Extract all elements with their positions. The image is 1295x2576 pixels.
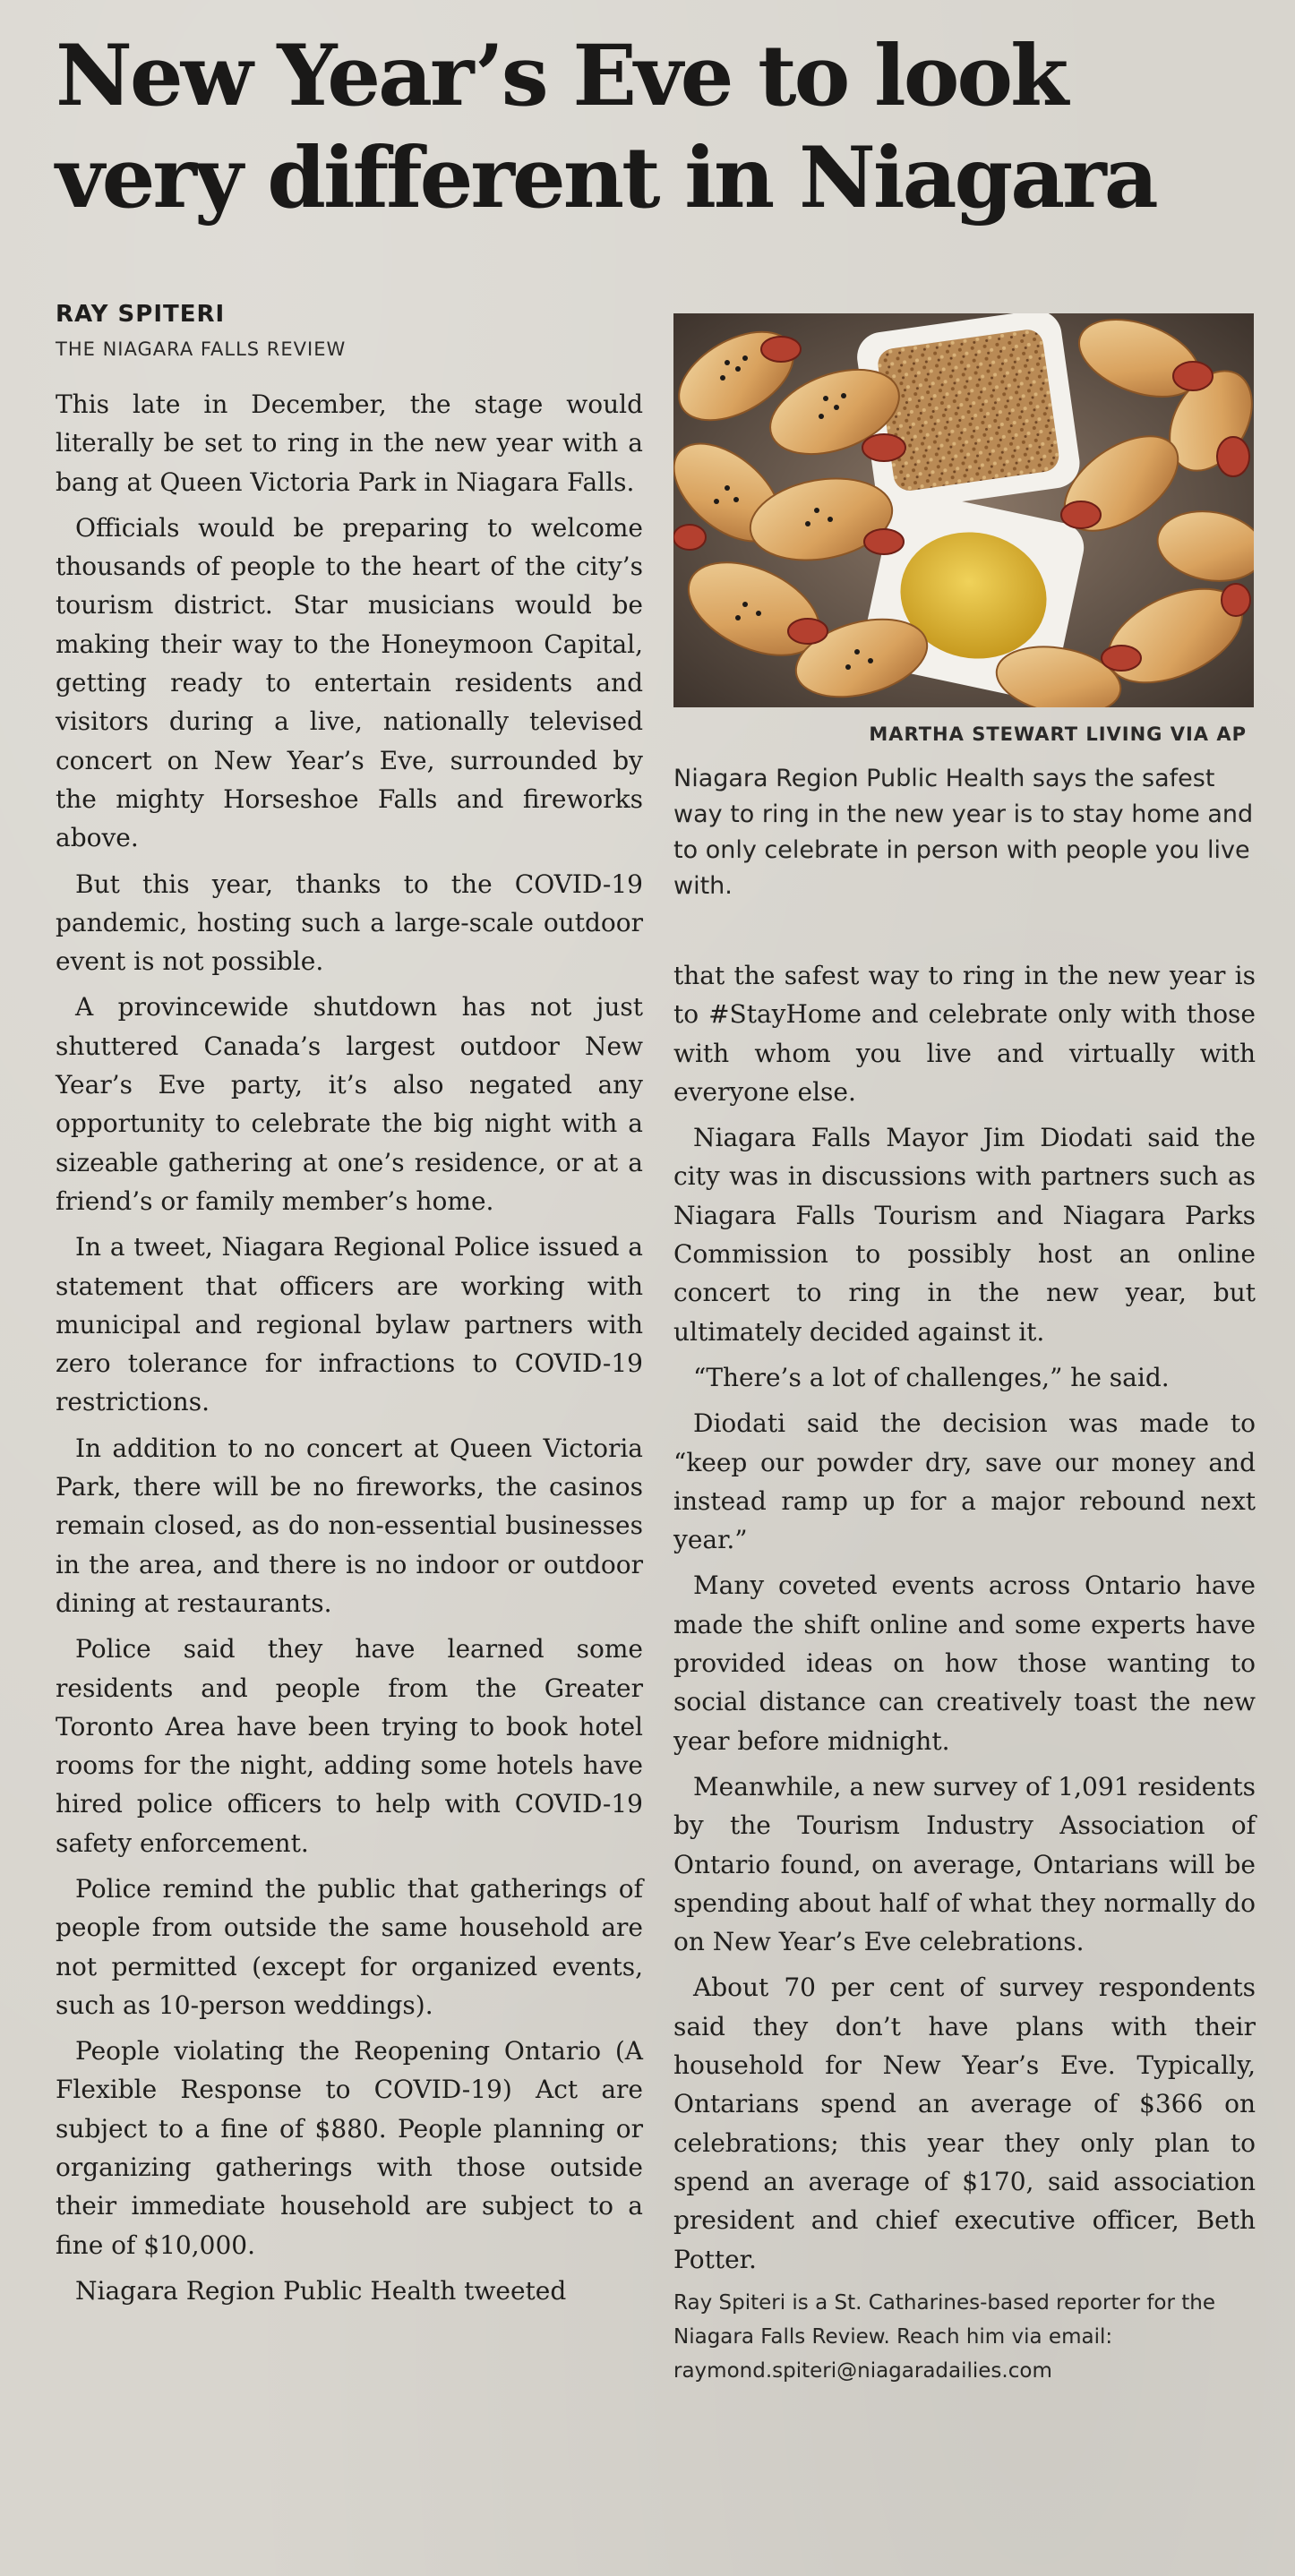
paragraph: In a tweet, Niagara Regional Police issued a statement that officers are working with municipal and regional bylaw partners with zero tolerance for infractions to COVID-19 restrictions. [56,1232,643,1417]
article-column-right [673,956,1256,2395]
paragraph: that the safest way to ring in the new year is to #StayHome and celebrate only with those with whom you live and virtually with everyone else. [673,961,1256,1107]
paragraph: About 70 per cent of survey respondents said they don’t have plans with their household for New Year’s Eve. Typically, Ontarians spend an average of $366 on celebrations; this year they only plan to spend an average of $170, said association president and chief executive officer, Beth Potter. [673,1973,1256,2274]
pigs-in-blanket-image [673,313,1254,707]
paragraph: Diodati said the decision was made to “keep our powder dry, save our money and instead ramp up for a major rebound next year.” [673,1408,1256,1555]
paragraph: Niagara Region Public Health tweeted [75,2275,567,2306]
headline: New Year’s Eve to look very different in Niagara [56,27,1156,227]
byline-author: RAY SPITERI [56,301,226,328]
paragraph: Niagara Falls Mayor Jim Diodati said the city was in discussions with partners such as Niagara Falls Tourism and Niagara Parks Commission to possibly host an online concert to ring in the new year, but ultimately decided against it. [673,1123,1256,1347]
paragraph: A provincewide shutdown has not just shuttered Canada’s largest outdoor New Year’s Eve party, it’s also negated any opportunity to celebrate the big night with a sizeable gathering at one’s residence, or at a friend’s or family member’s home. [56,992,643,1216]
paragraph: Meanwhile, a new survey of 1,091 residents by the Tourism Industry Association of Ontario found, on average, Ontarians will be spending about half of what they normally do on New Year’s Eve celebrations. [673,1771,1256,1957]
paragraph: Police said they have learned some residents and people from the Greater Toronto Area have been trying to book hotel rooms for the night, adding some hotels have hired police officers to help with COVID-19 safety enforcement. [56,1634,643,1858]
paragraph: People violating the Reopening Ontario (A Flexible Response to COVID-19) Act are subject to a fine of $880. People planning or organizing gatherings with those outside their immediate household are subject to a fine of $10,000. [56,2036,643,2260]
paragraph: Police remind the public that gatherings of people from outside the same household are not permitted (except for organized events, such as 10-person weddings). [56,1873,643,2020]
article-column-left [56,385,643,2317]
paragraph: But this year, thanks to the COVID-19 pandemic, hosting such a large-scale outdoor event is not possible. [56,869,643,977]
food-photo [673,313,1254,707]
paragraph: Officials would be preparing to welcome thousands of people to the heart of the city’s tourism district. Star musicians would be making their way to the Honeymoon Capital, getting ready to entertain residents and visitors during a live, nationally televised concert on New Year’s Eve, surrounded by the mighty Horseshoe Falls and fireworks above. [56,512,643,853]
photo-caption: Niagara Region Public Health says the safest way to ring in the new year is to stay home and to only celebrate in person with people you live with. [673,765,1254,900]
byline-affiliation: THE NIAGARA FALLS REVIEW [56,338,347,360]
paragraph: “There’s a lot of challenges,” he said. [693,1362,1170,1392]
photo-credit: MARTHA STEWART LIVING VIA AP [869,723,1247,745]
author-bio: Ray Spiteri is a St. Catharines-based reporter for the Niagara Falls Review. Reach him via email: raymond.spiteri@niagaradailies.com [673,2290,1216,2383]
paragraph: In addition to no concert at Queen Victoria Park, there will be no fireworks, the casinos remain closed, as do non-essential businesses in the area, and there is no indoor or outdoor dining at restaurants. [56,1433,643,1618]
paragraph: This late in December, the stage would literally be set to ring in the new year with a bang at Queen Victoria Park in Niagara Falls. [56,389,643,497]
paragraph: Many coveted events across Ontario have made the shift online and some experts have provided ideas on how those wanting to social distance can creatively toast the new year before midnight. [673,1570,1256,1756]
